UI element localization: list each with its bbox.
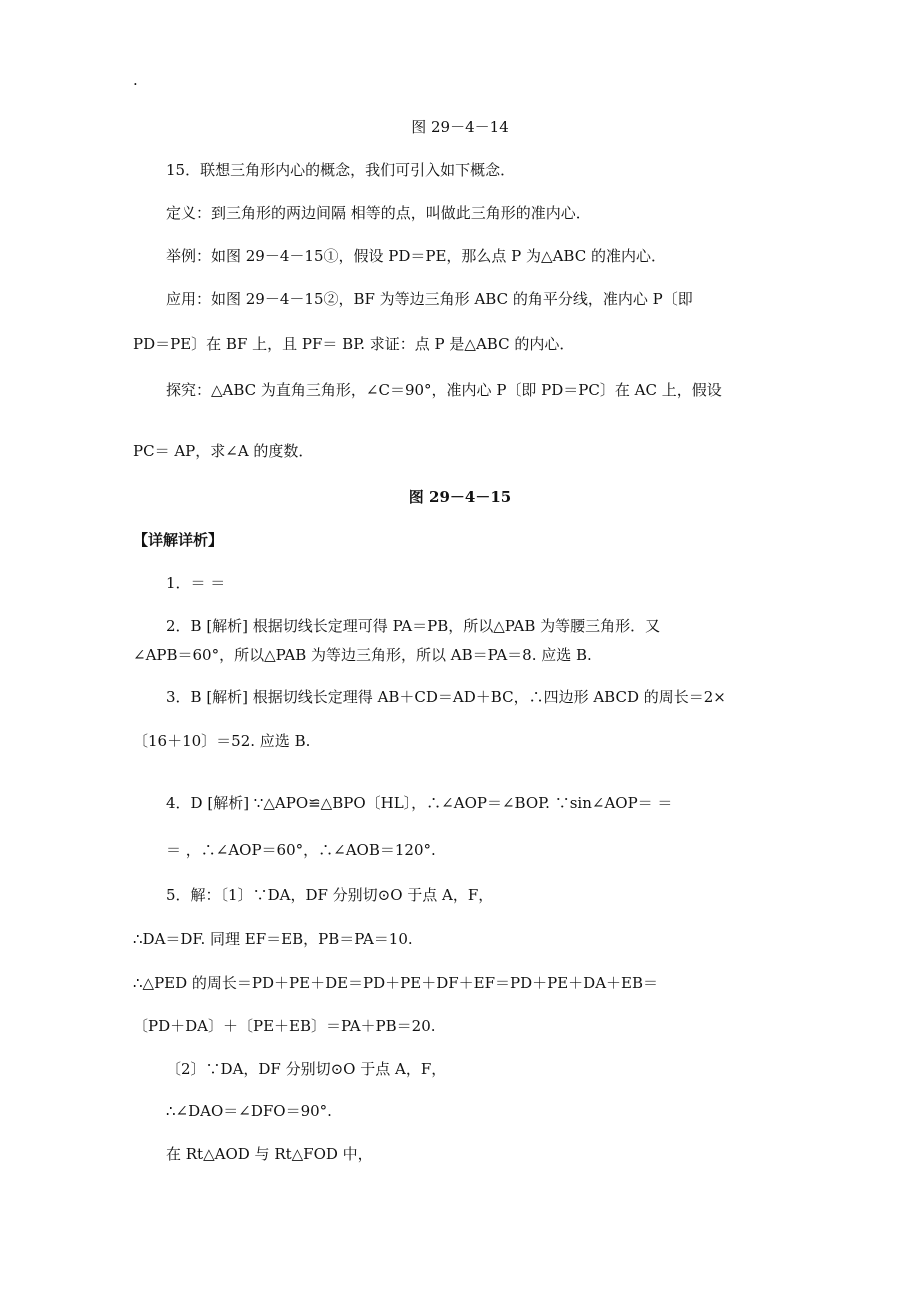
answer-5-line2: ∴DA＝DF. 同理 EF＝EB，PB＝PA＝10. xyxy=(133,930,413,948)
answer-2-line2: ∠APB＝60°，所以△PAB 为等边三角形，所以 AB＝PA＝8. 应选 B. xyxy=(133,646,592,664)
answer-5-line6: ∴∠DAO＝∠DFO＝90°. xyxy=(166,1102,332,1120)
question-15-explore-line1: 探究：△ABC 为直角三角形，∠C＝90°，准内心 P〔即 PD＝PC〕在 AC 上，假设 xyxy=(166,381,722,399)
answer-5-line7: 在 Rt△AOD 与 Rt△FOD 中， xyxy=(166,1145,373,1163)
answer-3-line2: 〔16＋10〕＝52. 应选 B. xyxy=(133,732,311,750)
answer-4-line1: 4．D [解析] ∵△APO≌△BPO〔HL〕，∴∠AOP＝∠BOP. ∵sin∠AOP＝ ＝ xyxy=(166,794,673,812)
question-15-definition: 定义：到三角形的两边间隔 相等的点，叫做此三角形的准内心． xyxy=(166,204,591,222)
answer-5-line3: ∴△PED 的周长＝PD＋PE＋DE＝PD＋PE＋DF＋EF＝PD＋PE＋DA＋EB＝ xyxy=(133,974,659,992)
answer-5-line1: 5．解：〔1〕∵DA，DF 分别切⊙O 于点 A，F， xyxy=(166,886,494,904)
answer-2-line1: 2．B [解析] 根据切线长定理可得 PA＝PB，所以△PAB 为等腰三角形．又 xyxy=(166,617,661,635)
question-15-example: 举例：如图 29－4－15①，假设 PD＝PE，那么点 P 为△ABC 的准内心． xyxy=(166,247,666,265)
answer-1: 1．＝ ＝ xyxy=(166,574,226,592)
answer-5-line5: 〔2〕∵DA，DF 分别切⊙O 于点 A，F， xyxy=(166,1060,447,1078)
answers-heading: 【详解详析】 xyxy=(133,531,224,549)
answer-4-line2: ＝ ，∴∠AOP＝60°，∴∠AOB＝120°. xyxy=(166,841,436,859)
answer-3-line1: 3．B [解析] 根据切线长定理得 AB＋CD＝AD＋BC，∴四边形 ABCD 的周长＝2× xyxy=(166,688,726,706)
figure-caption-29-4-14: 图 29－4－14 xyxy=(411,118,509,136)
question-15-explore-line2: PC＝ AP，求∠A 的度数． xyxy=(133,442,314,460)
question-15-application-line2: PD＝PE〕在 BF 上，且 PF＝ BP. 求证：点 P 是△ABC 的内心． xyxy=(133,335,575,353)
figure-caption-29-4-15: 图 29－4－15 xyxy=(408,488,512,506)
question-15-intro: 15．联想三角形内心的概念，我们可引入如下概念． xyxy=(166,161,516,179)
answer-5-line4: 〔PD＋DA〕＋〔PE＋EB〕＝PA＋PB＝20. xyxy=(133,1017,436,1035)
question-15-application-line1: 应用：如图 29－4－15②，BF 为等边三角形 ABC 的角平分线，准内心 P〔即 xyxy=(166,290,693,308)
top-mark: · xyxy=(133,75,138,93)
